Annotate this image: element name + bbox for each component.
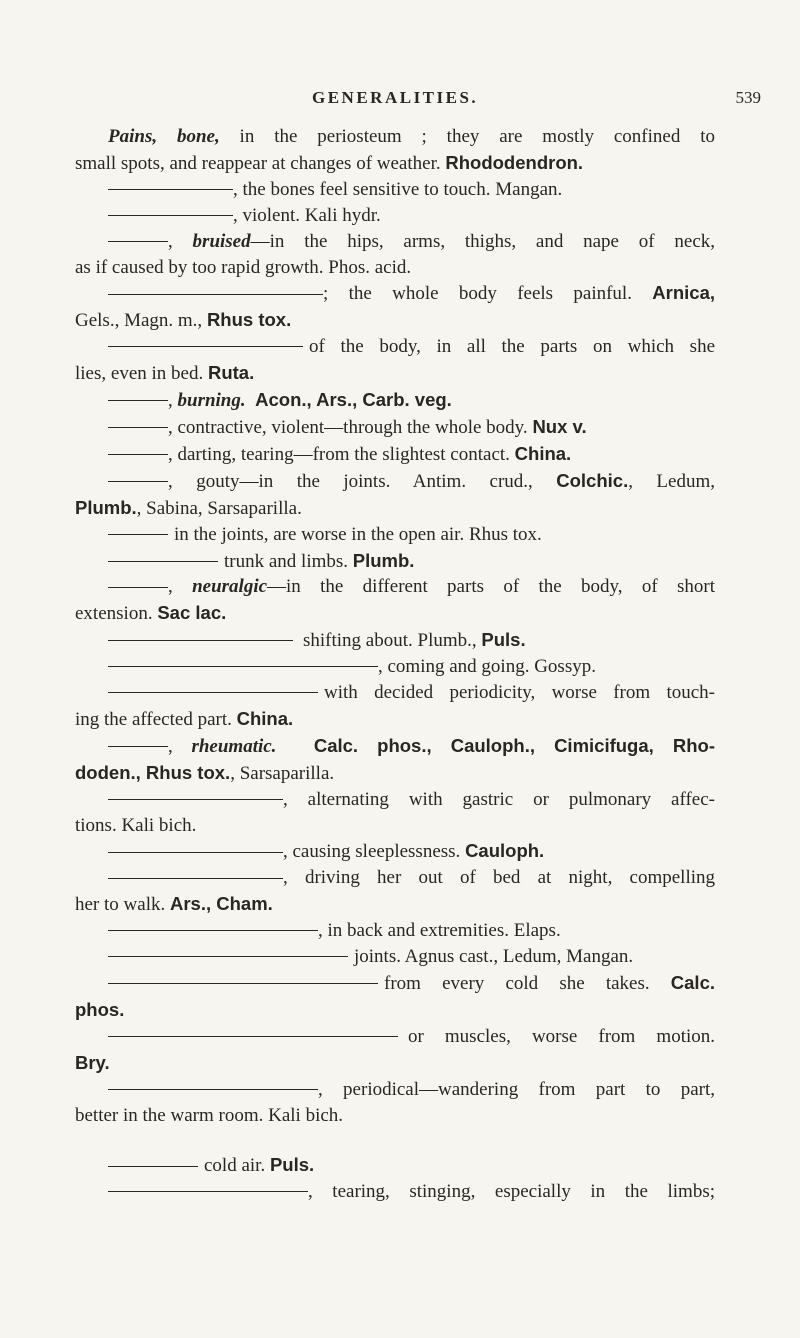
ditto-dash (108, 1166, 198, 1167)
ditto-dash (108, 587, 168, 588)
entry-line: ing the affected part. China. (75, 707, 294, 730)
entry-line: , coming and going. Gossyp. (75, 654, 715, 680)
ditto-dash (108, 400, 168, 401)
entry-line: , gouty—in the joints. Antim. crud., Colchic., Ledum, (75, 468, 715, 495)
entry-line: , causing sleeplessness. Cauloph. (75, 838, 715, 865)
entry-line: Gels., Magn. m., Rhus tox. (75, 309, 292, 332)
ditto-dash (108, 956, 348, 957)
ditto-dash (108, 640, 293, 641)
entry-line: Pains, bone, in the periosteum ; they are mostly confined to (108, 126, 715, 147)
entry-line: , in back and extremities. Elaps. (75, 918, 715, 944)
entry-line: , neuralgic—in the different parts of the body, of short (75, 574, 715, 600)
ditto-dash (108, 666, 378, 667)
entry-line: shifting about. Plumb., Puls. (75, 627, 715, 654)
entry-heading: Pains, bone, (108, 126, 220, 147)
page-header (0, 88, 800, 114)
entry-line: , darting, tearing—from the slightest contact. China. (75, 441, 715, 468)
page-number: 539 (735, 88, 761, 107)
ditto-dash (108, 215, 233, 216)
ditto-dash (108, 534, 168, 535)
entry-line: , burning. Acon., Ars., Carb. veg. (75, 387, 715, 414)
ditto-dash (108, 746, 168, 747)
ditto-dash (108, 852, 283, 853)
entry-line: better in the warm room. Kali bich. (75, 1104, 344, 1126)
ditto-dash (108, 481, 168, 482)
entry-line: with decided periodicity, worse from touch- (75, 680, 715, 706)
entry-line: her to walk. Ars., Cham. (75, 893, 273, 916)
entry-line: , tearing, stinging, especially in the limbs; (75, 1179, 715, 1205)
entry-line: extension. Sac lac. (75, 602, 227, 625)
entry-line: Bry. (75, 1051, 110, 1073)
entry-line: phos. (75, 998, 125, 1020)
entry-line: Plumb., Sabina, Sarsaparilla. (75, 496, 302, 519)
ditto-dash (108, 561, 218, 562)
section-gap (75, 1128, 715, 1152)
ditto-dash (108, 241, 168, 242)
entry-line: in the joints, are worse in the open air. Rhus tox. (75, 522, 715, 548)
entry-line: , violent. Kali hydr. (75, 203, 715, 229)
remedy: Rhododendron. (445, 151, 584, 173)
entry-line: cold air. Puls. (75, 1152, 715, 1179)
ditto-dash (108, 1036, 398, 1037)
ditto-dash (108, 346, 303, 347)
entry-line: or muscles, worse from motion. (75, 1024, 715, 1050)
ditto-dash (108, 1089, 318, 1090)
ditto-dash (108, 692, 318, 693)
entry-line: tions. Kali bich. (75, 814, 197, 836)
ditto-dash (108, 454, 168, 455)
entry-line: , the bones feel sensitive to touch. Mangan. (75, 177, 715, 203)
entry-line: lies, even in bed. Ruta. (75, 362, 255, 385)
entry-line: , periodical—wandering from part to part, (75, 1077, 715, 1103)
entry-line: ; the whole body feels painful. Arnica, (75, 280, 715, 307)
entry-line: doden., Rhus tox., Sarsaparilla. (75, 761, 335, 784)
ditto-dash (108, 930, 318, 931)
entry-line: , driving her out of bed at night, compelling (75, 865, 715, 891)
entry-line: , alternating with gastric or pulmonary affec- (75, 787, 715, 813)
entry-line: , rheumatic. Calc. phos., Cauloph., Cimicifuga, Rho- (75, 733, 715, 760)
entry-line: joints. Agnus cast., Ledum, Mangan. (75, 944, 715, 970)
entry-line: as if caused by too rapid growth. Phos. acid. (75, 256, 412, 278)
entry-line: trunk and limbs. Plumb. (75, 548, 715, 575)
ditto-dash (108, 878, 283, 879)
ditto-dash (108, 294, 323, 295)
entry-line: , contractive, violent—through the whole body. Nux v. (75, 414, 715, 441)
running-title: GENERALITIES. (312, 88, 479, 107)
ditto-dash (108, 189, 233, 190)
entry-line: small spots, and reappear at changes of weather. Rhododendron. (75, 151, 584, 174)
ditto-dash (108, 983, 378, 984)
body-text (75, 124, 715, 1205)
entry-line: from every cold she takes. Calc. (75, 970, 715, 997)
entry-line: , bruised—in the hips, arms, thighs, and nape of neck, (75, 229, 715, 255)
ditto-dash (108, 427, 168, 428)
entry-line: of the body, in all the parts on which she (75, 334, 715, 360)
ditto-dash (108, 799, 283, 800)
ditto-dash (108, 1191, 308, 1192)
